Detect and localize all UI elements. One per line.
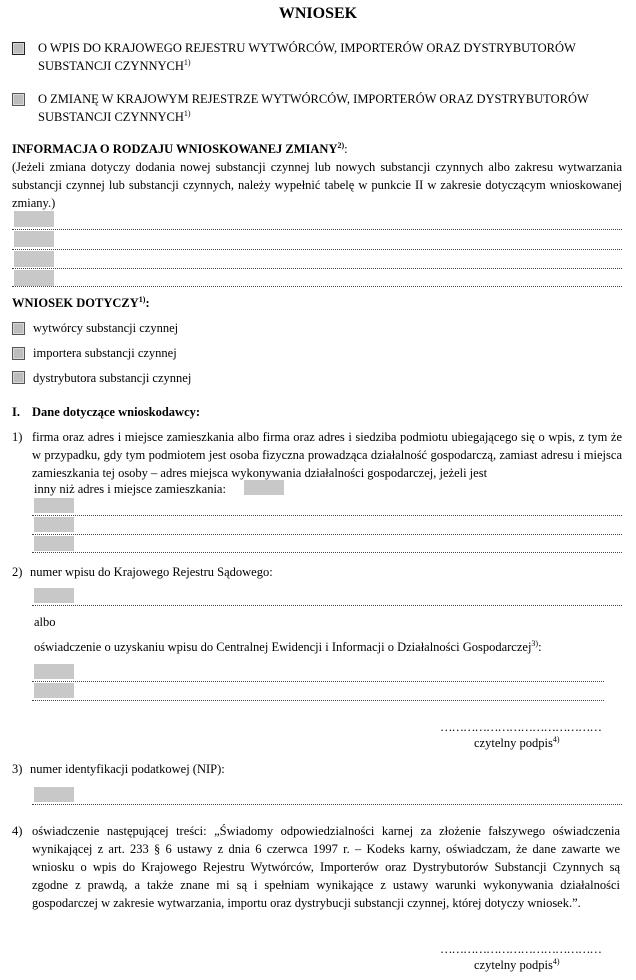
dotted-line [32, 681, 604, 682]
checkbox-producer[interactable] [12, 322, 25, 335]
item2-text: numer wpisu do Krajowego Rejestru Sądowego: [30, 565, 273, 579]
option-importer-label: importera substancji czynnej [33, 346, 177, 360]
dotted-line [32, 552, 622, 553]
change-info-heading: INFORMACJA O RODZAJU WNIOSKOWANEJ ZMIANY$^{2)}$: [12, 140, 348, 156]
item4-number: 4) [12, 824, 23, 838]
change-field-1[interactable] [14, 211, 54, 227]
change-field-2[interactable] [14, 231, 54, 247]
item2-number: 2) [12, 565, 23, 579]
section-number: I. [12, 405, 20, 419]
signature-dots: …………………………………… [440, 942, 601, 956]
dotted-line [12, 229, 622, 230]
change-info-note: (Jeżeli zmiana dotyczy dodania nowej substancji czynnej lub nowych substancji czynnych albo zakresu wytwarzania substancji czynnej lub substancji czynnych, należy wypełnić tabelę w punkcie II w zakresie dotyczącym wnioskowanej zmiany.) [12, 160, 622, 210]
item1-last-line: inny niż adres i miejsce zamieszkania: [34, 482, 226, 496]
item4-text: oświadczenie następującej treści: „Świadomy odpowiedzialności karnej za złożenie fałszywego oświadczenia wynikającej z art. 233 § 6 ustawy z dnia 6 czerwca 1997 r. – Kodeks karny, oświadczam, że dane zawarte we wniosku o wpis do Krajowego Rejestru Wytwórców, Importerów oraz Dystrybutorów Substancji Czynnych są zgodne z prawdą, a także znane mi są i spełniam wynikające z ustawy warunki wykonywania działalności gospodarczej w zakresie wytwarzania, importu oraz dystrybucji substancji czynnej, której dotyczy wniosek.”. [32, 824, 620, 910]
dotted-line [12, 286, 622, 287]
nip-field[interactable] [34, 787, 74, 802]
dotted-line [32, 804, 622, 805]
dotted-line [12, 268, 622, 269]
address-field-2[interactable] [34, 517, 74, 532]
option-distributor-label: dystrybutora substancji czynnej [33, 371, 192, 385]
dotted-line [32, 605, 622, 606]
checkbox-register-change[interactable] [12, 93, 25, 106]
item2-alt: oświadczenie o uzyskaniu wpisu do Centralnej Ewidencji i Informacji o Działalności Gospodarczej$^{3)}$: [34, 638, 542, 654]
checkbox-importer[interactable] [12, 347, 25, 360]
applies-to-heading: WNIOSEK DOTYCZY$^{1)}$: [12, 294, 150, 310]
item3-number: 3) [12, 762, 23, 776]
item1-number: 1) [12, 430, 23, 444]
dotted-line [32, 534, 622, 535]
option2-label2: SUBSTANCJI CZYNNYCH$^{1)}$ [38, 108, 191, 124]
address-field-3[interactable] [34, 536, 74, 551]
page-title: WNIOSEK [278, 5, 358, 22]
dotted-line [32, 515, 622, 516]
checkbox-register-entry[interactable] [12, 42, 25, 55]
checkbox-distributor[interactable] [12, 371, 25, 384]
krs-number-field[interactable] [34, 588, 74, 603]
option1-label2: SUBSTANCJI CZYNNYCH$^{1)}$ [38, 57, 191, 73]
address-field-inline[interactable] [244, 480, 284, 495]
section-heading: Dane dotyczące wnioskodawcy: [32, 405, 201, 419]
ceidg-field-1[interactable] [34, 664, 74, 679]
option2-text [38, 90, 628, 126]
item1-text: firma oraz adres i miejsce zamieszkania albo firma oraz adres i siedziba podmiotu ubiegającego się o wpis, z tym że w przypadku, gdy tym podmiotem jest osoba fizyczna prowadząca działalność gospodarczą, zamiast adresu i miejsca zamieszkania tej osoby – adres miejsca wykonywania działalności gospodarczej, jeżeli jest [32, 430, 622, 480]
dotted-line [32, 700, 604, 701]
dotted-line [12, 249, 622, 250]
signature-label: czytelny podpis$^{4)}$ [474, 734, 560, 750]
signature-label: czytelny podpis$^{4)}$ [474, 956, 560, 972]
signature-dots: …………………………………… [440, 720, 601, 734]
option2-label: O ZMIANĘ W KRAJOWYM REJESTRZE WYTWÓRCÓW, IMPORTERÓW ORAZ DYSTRYBUTORÓW [38, 92, 589, 106]
address-field-1[interactable] [34, 498, 74, 513]
option1-text [38, 39, 628, 75]
change-field-3[interactable] [14, 251, 54, 267]
item2-or: albo [34, 615, 56, 629]
option-producer-label: wytwórcy substancji czynnej [33, 321, 179, 335]
option1-label: O WPIS DO KRAJOWEGO REJESTRU WYTWÓRCÓW, IMPORTERÓW ORAZ DYSTRYBUTORÓW [38, 41, 576, 55]
change-field-4[interactable] [14, 270, 54, 286]
ceidg-field-2[interactable] [34, 683, 74, 698]
item3-text: numer identyfikacji podatkowej (NIP): [30, 762, 225, 776]
